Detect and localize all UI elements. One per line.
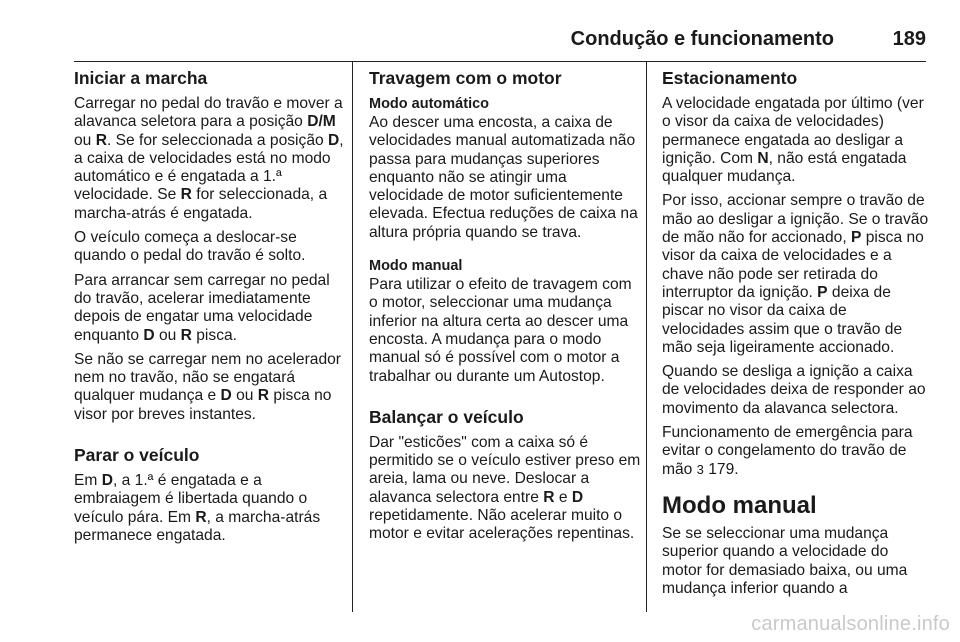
gear-label: R [180,186,192,204]
page-reference[interactable]: 179. [703,460,739,478]
heading-parking: Estacionamento [662,68,798,88]
text: Por isso, accionar sempre o travão de mão ao desligar a ignição. Se o travão de mão não for accionado, [662,192,929,247]
paragraph-start [74,95,350,223]
paragraph-ignition-off: Quando se desliga a ignição a caixa de velocidades deixa de responder ao movimento da alavanca selectora. [662,363,926,417]
column-2 [369,62,643,550]
gear-label: D [220,387,232,405]
heading-stop: Parar o veículo [74,445,200,466]
gear-label: P [850,229,862,247]
heading-manual-mode: Modo manual [662,491,817,519]
text: ou [231,387,258,405]
gear-label: D [571,488,584,506]
text: ou [74,131,96,149]
page-reference-icon: 3 [696,461,704,477]
column-1 [74,62,350,551]
gear-label: R [257,387,270,405]
text: e [554,488,572,506]
gear-label: P [817,283,828,301]
text: , não está engatada qualquer mudança. [662,149,907,186]
gear-label: R [543,488,555,506]
text: Em [74,472,102,490]
text: A velocidade engatada por último (ver o visor da caixa de velocidades) permanece engatada ao desligar a ignição. Com [662,95,924,167]
text: for seleccionada, a marcha-atrás é engatada. [74,186,328,222]
heading-engine-braking: Travagem com o motor [369,68,562,88]
watermark: carmanualsonline.info [751,613,950,635]
subheading-manual: Modo manual [369,258,463,275]
text: Funcionamento de emergência para evitar o congelamento do travão de mão [662,424,913,478]
column-3 [662,62,932,604]
page-number: 189 [892,28,926,50]
gear-label: D [101,472,113,490]
text: , a 1.ª é engatada e a embraiagem é libertada quando o veículo pára. Em [74,472,308,526]
paragraph-rocking [369,434,643,544]
text: Dar "esticões" com a caixa só é permitido se o veículo estiver preso em areia, lama ou neve. Deslocar a alavanca selectora entre [369,433,641,506]
paragraph-last-gear [662,95,932,186]
gear-label: R [95,131,107,149]
gear-label: R [195,508,207,526]
paragraph-stop [74,472,350,545]
gear-label: D [328,131,340,149]
gear-label: D/M [307,113,336,131]
text: Carregar no pedal do travão e mover a alavanca seletora para a posição [74,95,343,131]
text: . Se for seleccionada a posição [106,131,328,149]
text: , a caixa de velocidades está no modo automático e é engatada a 1.ª velocidade. Se [74,131,344,204]
paragraph-release: O veículo começa a deslocar-se quando o pedal do travão é solto. [74,229,306,265]
gear-label: R [180,326,192,344]
column-divider-2 [646,62,647,612]
page-title: Condução e funcionamento [570,28,834,50]
paragraph-emergency [662,424,932,479]
text: pisca no visor da caixa de velocidades e a chave não pode ser retirada do interruptor da ignição. [662,229,924,301]
subheading-automatic: Modo automático [369,96,490,112]
text: Se não se carregar nem no acelerador nem no travão, não se engatará qualquer mudança e [74,350,341,405]
text: deixa de piscar no visor da caixa de velocidades assim que o travão de mão seja ligeiramente accionado. [662,283,903,356]
text: pisca. [191,326,237,344]
heading-rocking: Balançar o veículo [369,406,524,427]
page-header [74,22,926,62]
paragraph-automatic: Ao descer uma encosta, a caixa de velocidades manual automatizada não passa para mudanças superiores enquanto não se atingir uma velocidade de motor suficientemente elevada. Efectua reduções de caixa na altura própria quando se trava. [369,114,638,241]
text: pisca no visor por breves instantes. [74,387,332,423]
text: ou [154,326,181,344]
paragraph-no-gear [74,351,350,424]
paragraph-accelerate [74,272,350,345]
column-divider-1 [352,62,353,612]
paragraph-handbrake [662,192,932,357]
gear-label: N [757,149,769,167]
paragraph-manual-mode: Se se seleccionar uma mudança superior quando a velocidade do motor for demasiado baixa, ou uma mudança inferior quando a [662,524,908,597]
text: Para arrancar sem carregar no pedal do travão, acelerar imediatamente depois de engatar uma velocidade enquanto [74,271,330,344]
text: , a marcha-atrás permanece engatada. [74,508,321,544]
gear-label: D [143,326,155,344]
text: repetidamente. Não acelerar muito o motor e evitar acelerações repentinas. [369,507,635,543]
paragraph-manual: Para utilizar o efeito de travagem com o motor, seleccionar uma mudança inferior na altura certa ao descer uma encosta. A mudança para o modo manual só é possível com o motor a trabalhar ou durante um Autostop. [369,276,632,385]
heading-start: Iniciar a marcha [74,68,208,88]
